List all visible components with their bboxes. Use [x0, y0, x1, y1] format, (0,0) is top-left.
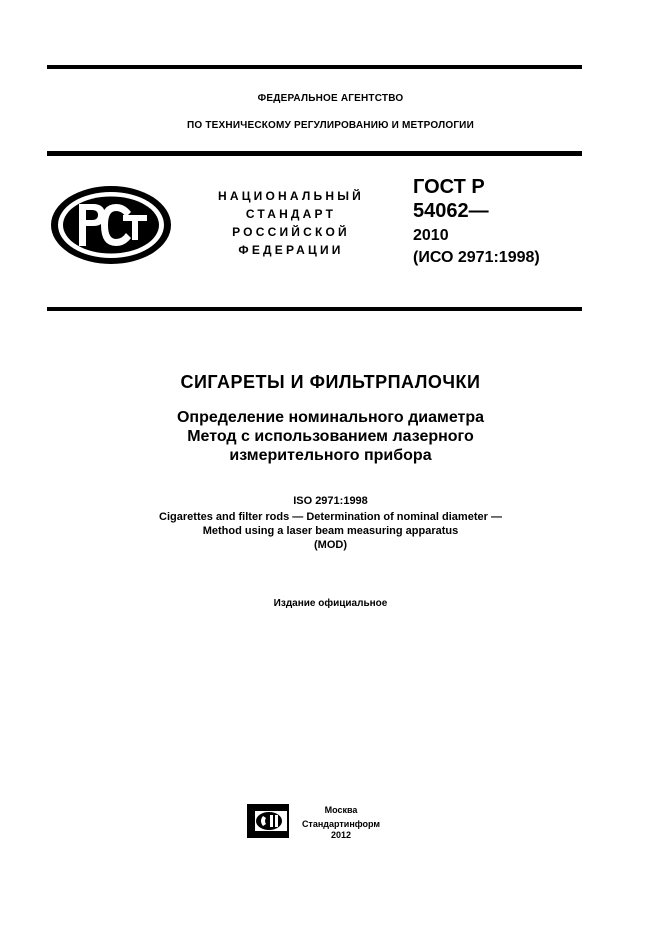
- block-rule: [47, 307, 582, 311]
- subtitle-line-3: измерительного прибора: [229, 447, 432, 464]
- subtitle-line-1: Определение номинального диаметра: [176, 409, 485, 426]
- publisher-city: Москва: [324, 805, 358, 815]
- iso-code: ISO 2971:1998: [293, 495, 368, 507]
- document-title: СИГАРЕТЫ И ФИЛЬТРПАЛОЧКИ: [180, 372, 481, 392]
- natstd-line-3: РОССИЙСКОЙ: [232, 225, 350, 239]
- natstd-line-1: НАЦИОНАЛЬНЫЙ: [217, 189, 365, 203]
- standard-iso-ref: (ИСО 2971:1998): [413, 249, 540, 266]
- iso-reference: [0, 494, 661, 552]
- publisher-name: Стандартинформ: [301, 819, 381, 829]
- standartinform-logo-icon: [247, 804, 289, 838]
- natstd-line-4: ФЕДЕРАЦИИ: [238, 243, 344, 257]
- publisher-info: [296, 805, 386, 841]
- standard-year: 2010: [413, 227, 449, 244]
- natstd-line-2: СТАНДАРТ: [245, 207, 337, 221]
- standard-number: 54062—: [413, 200, 489, 222]
- iso-mod: (MOD): [314, 539, 347, 551]
- subtitle-line-2: Метод с использованием лазерного: [187, 428, 474, 445]
- agency-line-1: ФЕДЕРАЛЬНОЕ АГЕНТСТВО: [257, 93, 404, 104]
- iso-title-line-2: Method using a laser beam measuring apparatus: [202, 525, 459, 537]
- standard-code: ГОСТ Р: [413, 176, 485, 198]
- publisher-year: 2012: [330, 830, 352, 840]
- agency-line-2: ПО ТЕХНИЧЕСКОМУ РЕГУЛИРОВАНИЮ И МЕТРОЛОГИИ: [187, 120, 474, 131]
- gost-r-emblem-icon: [49, 184, 173, 266]
- iso-title-line-1: Cigarettes and filter rods — Determination of nominal diameter —: [159, 511, 502, 523]
- document-subtitle: [0, 408, 661, 465]
- edition-label: Издание официальное: [273, 598, 388, 609]
- standard-designation: [413, 175, 540, 269]
- header-rule: [47, 151, 582, 156]
- top-rule: [47, 65, 582, 69]
- national-standard-label: [196, 187, 386, 259]
